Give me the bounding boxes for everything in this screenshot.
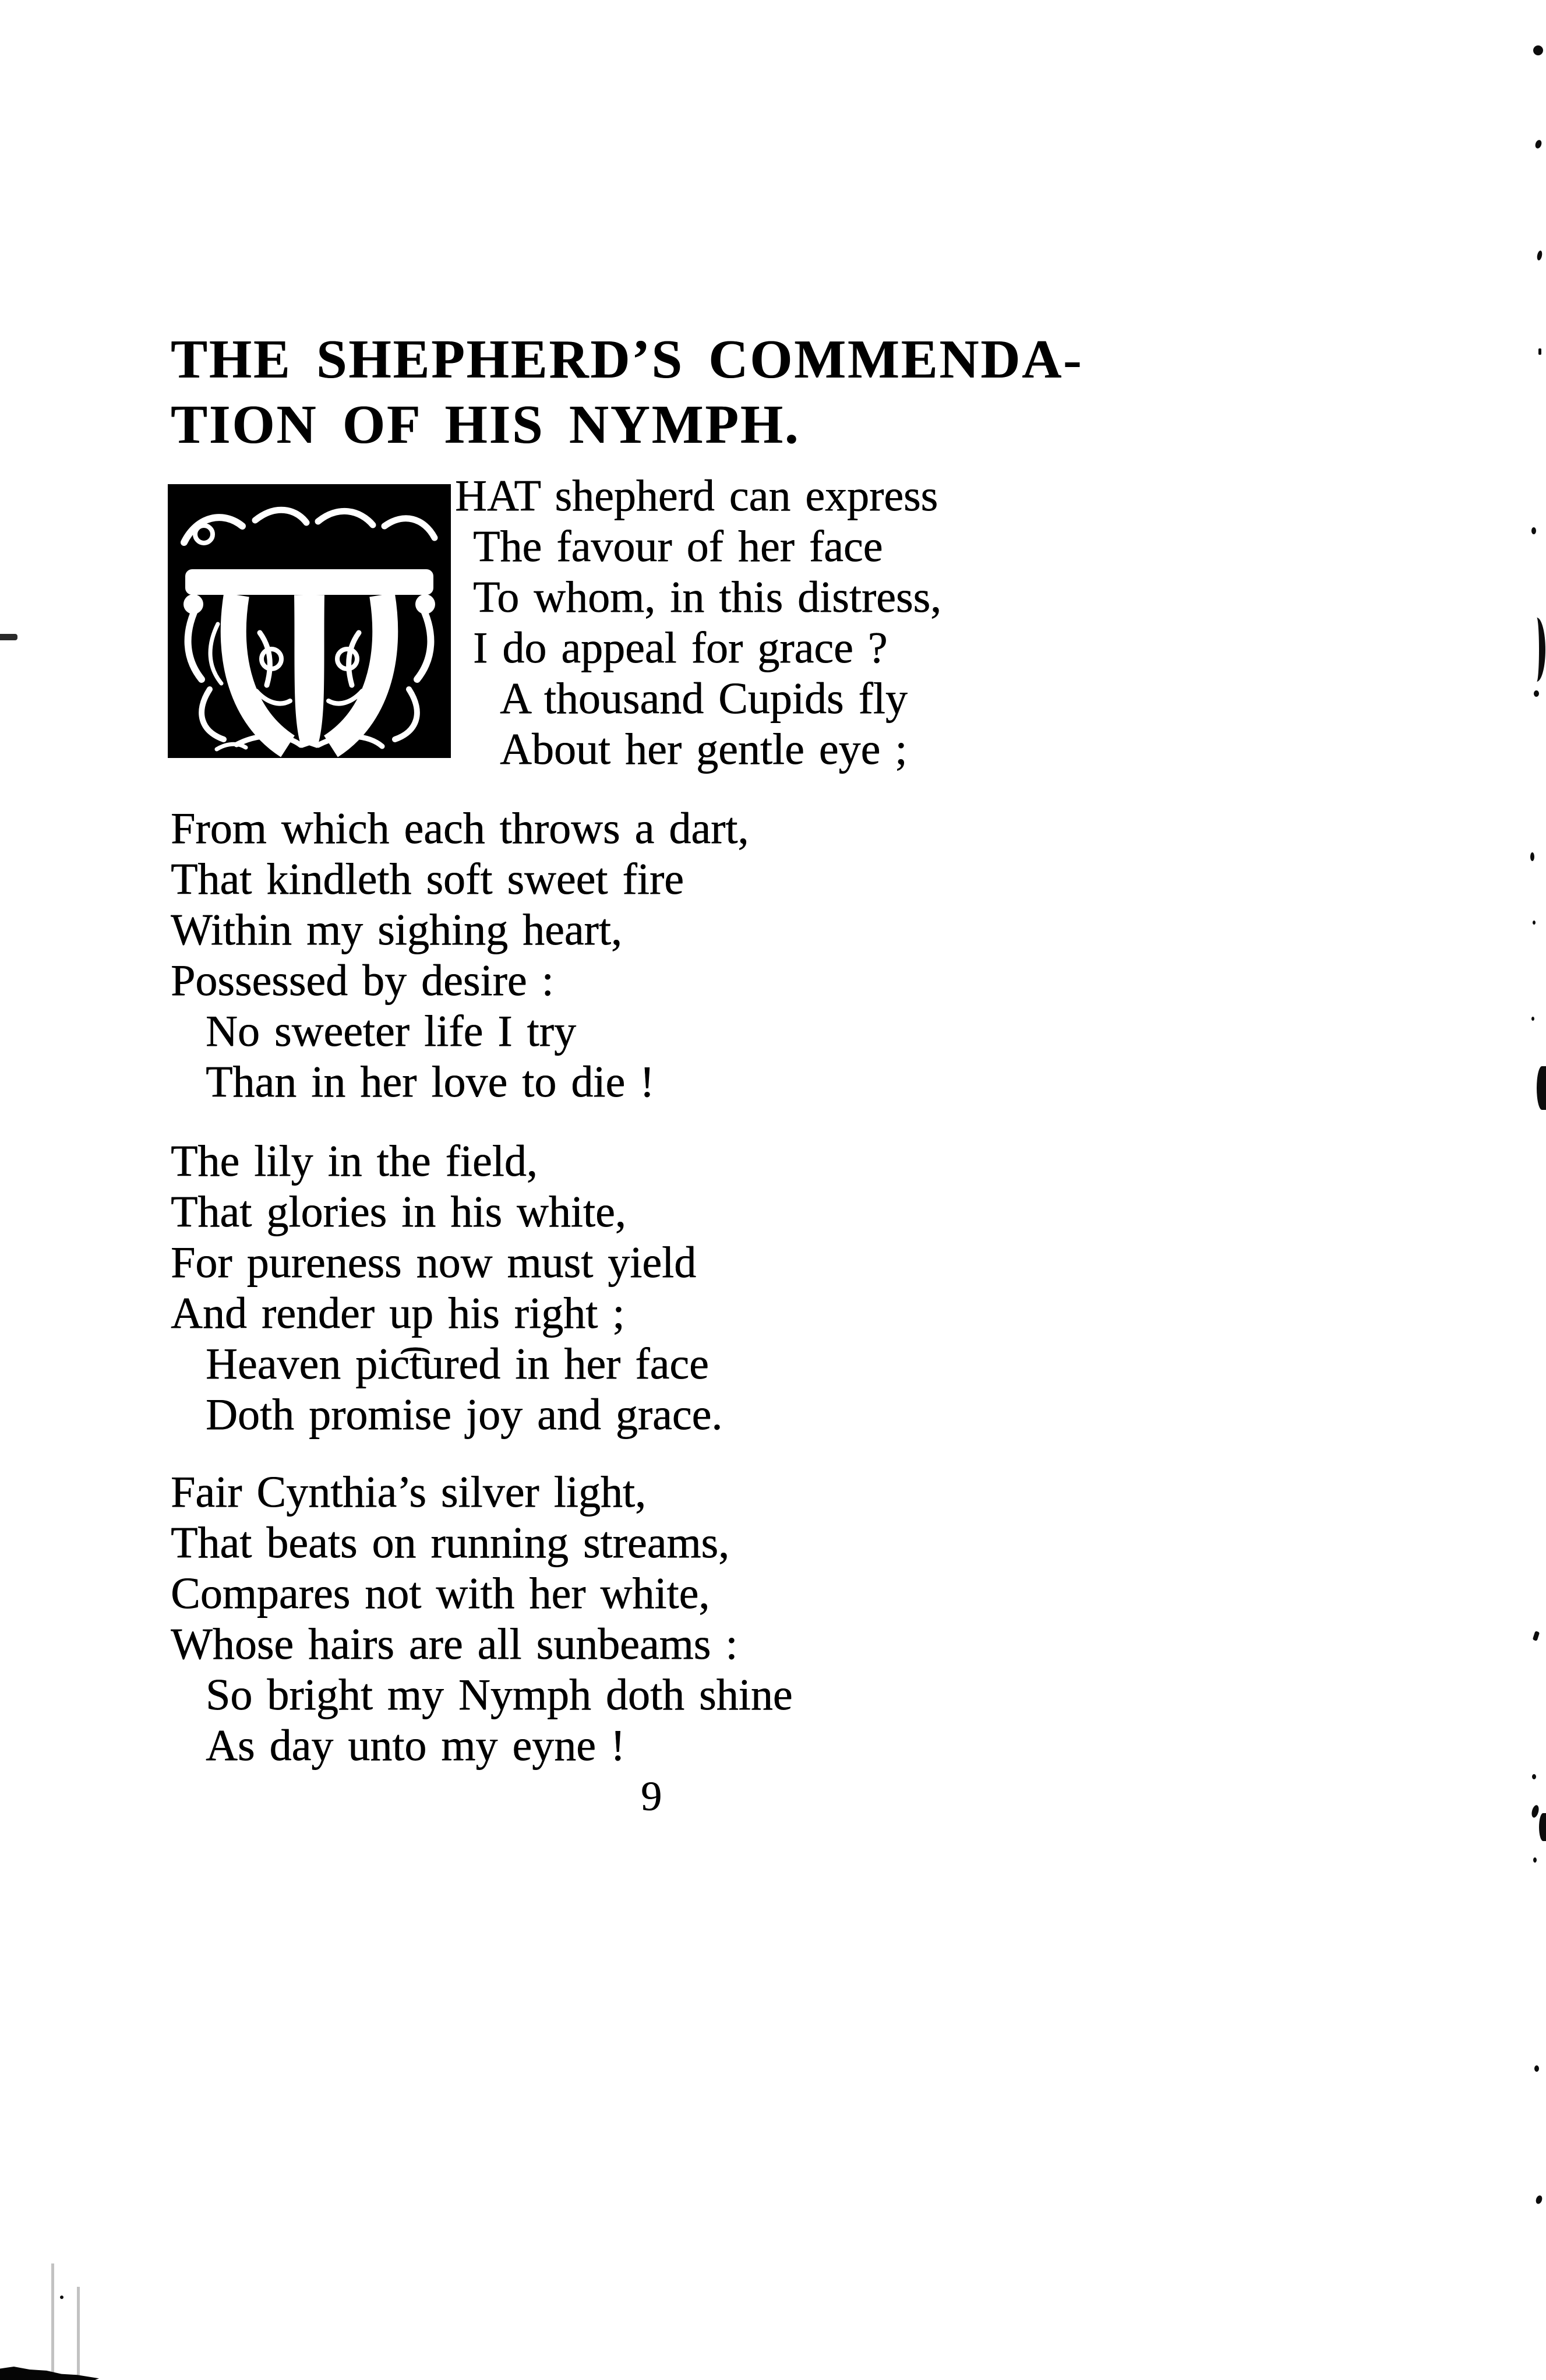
poem-line: The lily in the field, [171,1137,538,1186]
scan-artifact [60,2296,63,2299]
poem-line: Fair Cynthia’s silver light, [171,1468,646,1517]
poem-title [171,327,1190,457]
scan-artifact [77,2287,80,2380]
scan-artifact [0,634,17,640]
poem-line: Within my sighing heart, [171,905,622,954]
poem-line: Possessed by desire : [171,956,554,1005]
scan-artifact [1534,2065,1539,2072]
scan-artifact [1533,45,1543,55]
poem-line: The favour of her face [473,522,883,571]
poem-line: That beats on running streams, [171,1518,730,1567]
drop-cap-image [168,484,451,758]
stanza-2 [171,803,749,1108]
poem-line: Heaven pic͡tured in her face [206,1339,709,1388]
scan-artifact [0,2367,99,2380]
scan-artifact [1530,852,1534,861]
scan-artifact [1531,1017,1534,1021]
stanza-1 [455,471,941,775]
scan-artifact [1536,250,1543,260]
scan-artifact [1539,1813,1546,1841]
poem-title-line-2: TION OF HIS NYMPH. [171,394,800,455]
poem-line: No sweeter life I try [206,1007,576,1056]
scan-artifact [1532,1774,1536,1779]
poem-line: Doth promise joy and grace. [206,1390,723,1439]
drop-cap-woodcut-w [168,484,451,758]
poem-line: From which each throws a dart, [171,804,749,853]
poem-line: Compares not with her white, [171,1569,710,1618]
poem-line: HAT shepherd can express [455,471,938,520]
poem-line: As day unto my eyne ! [206,1721,626,1770]
poem-line: For pureness now must yield [171,1238,697,1287]
scan-artifact [1531,527,1536,534]
stanza-3 [171,1136,722,1440]
poem-line: And render up his right ; [171,1289,625,1338]
scan-artifact [1531,618,1545,682]
poem-line: A thousand Cupids fly [500,674,908,723]
page-number: 9 [641,1773,662,1820]
scan-artifact [1537,1066,1546,1110]
scan-artifact [1533,1631,1540,1641]
poem-line: I do appeal for grace ? [473,623,888,672]
poem-line: To whom, in this distress, [473,573,942,622]
scan-artifact [1534,139,1543,150]
poem-line: That kindleth soft sweet fire [171,855,684,904]
scan-artifact [1533,921,1536,925]
scan-artifact [1530,1804,1540,1818]
poem-line: Than in her love to die ! [206,1057,655,1106]
poem-line: Whose hairs are all sunbeams : [171,1620,738,1669]
scan-artifact [1538,348,1541,355]
poem-line: About her gentle eye ; [500,725,908,774]
scan-artifact [1535,2195,1544,2205]
stanza-4 [171,1467,792,1771]
scan-artifact [1533,1857,1537,1863]
poem-title-line-1: THE SHEPHERD’S COMMENDA- [171,329,1083,390]
poem-line: So bright my Nymph doth shine [206,1670,793,1719]
scan-artifact [1534,690,1539,697]
poem-line: That glories in his white, [171,1187,626,1236]
scan-artifact [51,2263,54,2380]
